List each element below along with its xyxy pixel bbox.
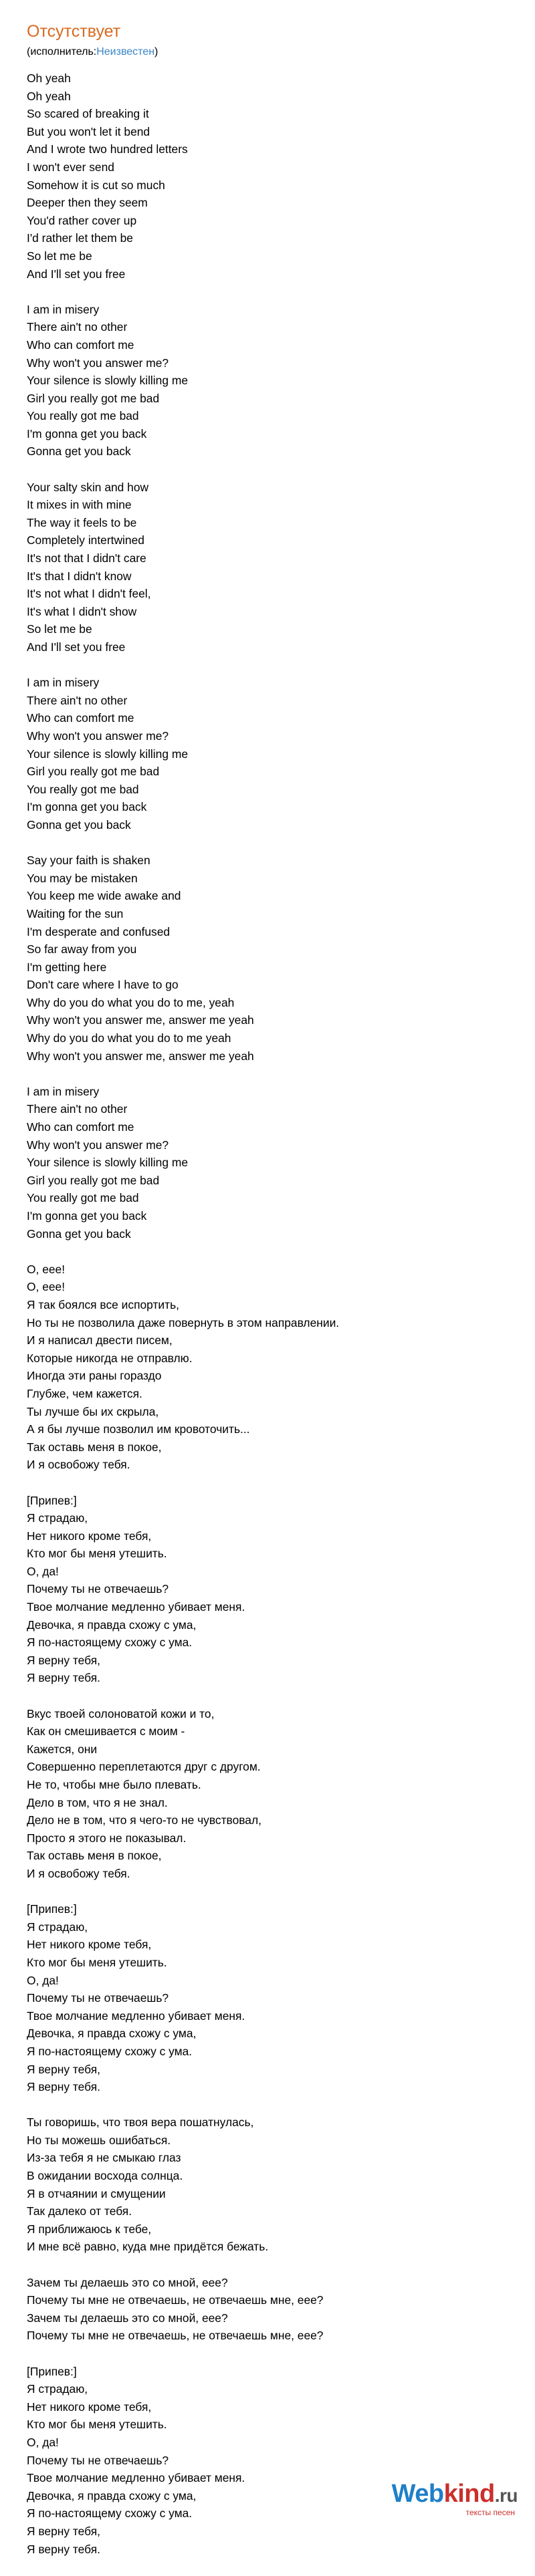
lyric-line: Я верну тебя, (27, 2062, 100, 2076)
artist-line (27, 45, 508, 59)
lyric-line: Why do you do what you do to me yeah (27, 1031, 231, 1045)
lyric-line: Дело не в том, что я чего-то не чувствовал, (27, 1813, 261, 1827)
lyric-line: Так оставь меня в покое, (27, 1849, 162, 1863)
lyric-line: There ain't no other (27, 1102, 128, 1116)
lyric-line: О, да! (27, 1564, 59, 1578)
lyric-line: Твое молчание медленно убивает меня. (27, 2009, 245, 2023)
lyric-line: О, еее! (27, 1280, 66, 1294)
lyric-line: It's that I didn't know (27, 569, 132, 583)
lyric-line: Твое молчание медленно убивает меня. (27, 2471, 245, 2485)
lyric-line: Why do you do what you do to me, yeah (27, 995, 235, 1009)
lyric-line: Из-за тебя я не смыкаю глаз (27, 2151, 181, 2165)
lyric-line: Зачем ты делаешь это со мной, еее? (27, 2311, 228, 2325)
lyric-line: Кто мог бы меня утешить. (27, 1955, 167, 1969)
lyric-line: [Припев:] (27, 2364, 77, 2378)
lyric-line: Completely intertwined (27, 533, 144, 547)
lyric-line: Кажется, они (27, 1742, 98, 1756)
lyric-line: Я приближаюсь к тебе, (27, 2222, 152, 2236)
logo-subtitle: тексты песен (465, 2508, 515, 2517)
lyric-line: And I'll set you free (27, 267, 126, 281)
lyric-line: I'm desperate and confused (27, 924, 171, 938)
lyric-line: So scared of breaking it (27, 107, 149, 121)
lyrics-stanza (27, 1261, 508, 1474)
lyric-line: Gonna get you back (27, 1227, 131, 1241)
lyric-line: Почему ты не отвечаешь? (27, 2453, 169, 2467)
webkind-logo[interactable] (392, 2480, 518, 2517)
lyric-line: Не то, чтобы мне было плевать. (27, 1778, 201, 1791)
logo-wordmark (392, 2480, 518, 2509)
lyric-line: Зачем ты делаешь это со мной, еее? (27, 2275, 228, 2289)
lyric-line: А я бы лучше позволил им кровоточить... (27, 1422, 250, 1436)
lyric-line: Я по-настоящему схожу с ума. (27, 2044, 193, 2058)
lyric-line: Don't care where I have to go (27, 978, 179, 992)
lyric-line: Я верну тебя, (27, 2524, 100, 2538)
lyric-line: I'm gonna get you back (27, 426, 147, 440)
lyric-line: I am in misery (27, 676, 100, 690)
lyric-line: Так оставь меня в покое, (27, 1440, 162, 1454)
lyric-line: Why won't you answer me, answer me yeah (27, 1049, 254, 1063)
lyric-line: Дело в том, что я не знал. (27, 1795, 168, 1809)
lyric-line: Девочка, я правда схожу с ума, (27, 2027, 197, 2041)
lyric-line: You really got me bad (27, 409, 139, 423)
lyric-line: You really got me bad (27, 782, 139, 796)
lyric-line: Как он смешивается с моим - (27, 1724, 185, 1738)
lyric-line: Why won't you answer me, answer me yeah (27, 1013, 254, 1027)
lyric-line: Gonna get you back (27, 444, 131, 459)
lyric-line: Я верну тебя. (27, 2080, 100, 2094)
lyric-line: Иногда эти раны гораздо (27, 1369, 162, 1383)
lyric-line: It's not what I didn't feel, (27, 587, 151, 601)
lyric-line: Я страдаю, (27, 2382, 88, 2396)
lyric-line: Девочка, я правда схожу с ума, (27, 2488, 197, 2502)
lyric-line: Ты говоришь, что твоя вера пошатнулась, (27, 2115, 254, 2130)
lyric-line: Почему ты мне не отвечаешь, не отвечаешь мне, еее? (27, 2293, 324, 2307)
lyric-line: Я верну тебя. (27, 2542, 100, 2556)
lyrics-stanza (27, 2363, 508, 2559)
lyric-line: Почему ты не отвечаешь? (27, 1582, 169, 1596)
lyric-line: Нет никого кроме тебя, (27, 1529, 152, 1543)
lyric-line: You keep me wide awake and (27, 889, 181, 903)
lyric-line: Но ты не позволила даже повернуть в этом направлении. (27, 1315, 340, 1329)
lyrics-stanza (27, 70, 508, 283)
lyric-line: But you won't let it bend (27, 124, 150, 138)
lyrics-stanza (27, 674, 508, 833)
lyric-line: Так далеко от тебя. (27, 2204, 132, 2218)
lyric-line: О, да! (27, 2435, 59, 2449)
lyric-line: Я по-настоящему схожу с ума. (27, 2506, 193, 2521)
lyric-line: Кто мог бы меня утешить. (27, 2418, 167, 2432)
lyric-line: You'd rather cover up (27, 213, 137, 227)
lyric-line: I'd rather let them be (27, 231, 133, 245)
lyric-line: О, да! (27, 1973, 59, 1987)
lyrics-stanza (27, 1705, 508, 1883)
lyric-line: Которые никогда не отправлю. (27, 1351, 193, 1365)
lyric-line: И мне всё равно, куда мне придётся бежать. (27, 2240, 269, 2254)
lyric-line: Waiting for the sun (27, 906, 124, 920)
lyric-line: Я верну тебя. (27, 1671, 100, 1685)
lyric-line: [Припев:] (27, 1902, 77, 1916)
lyric-line: Who can comfort me (27, 711, 134, 725)
lyric-line: Глубже, чем кажется. (27, 1386, 142, 1400)
lyric-line: О, еее! (27, 1262, 66, 1276)
lyrics-stanza (27, 2274, 508, 2345)
lyric-line: Кто мог бы меня утешить. (27, 1547, 167, 1561)
lyric-line: Почему ты не отвечаешь? (27, 1991, 169, 2005)
lyric-line: Why won't you answer me? (27, 729, 169, 743)
logo-web: Web (391, 2480, 444, 2508)
lyric-line: Deeper then they seem (27, 196, 148, 210)
lyrics-stanza (27, 479, 508, 656)
lyric-line: Your silence is slowly killing me (27, 747, 188, 761)
lyric-line: Я по-настоящему схожу с ума. (27, 1636, 193, 1650)
lyric-line: Oh yeah (27, 89, 71, 103)
lyric-line: Why won't you answer me? (27, 1138, 169, 1152)
lyric-line: And I wrote two hundred letters (27, 142, 188, 156)
lyric-line: Your silence is slowly killing me (27, 1156, 188, 1170)
lyric-line: So far away from you (27, 942, 137, 956)
lyric-line: Я так боялся все испортить, (27, 1297, 179, 1311)
lyric-line: I am in misery (27, 302, 100, 316)
logo-kind: kind (443, 2480, 495, 2508)
lyric-line: Я верну тебя, (27, 1653, 100, 1667)
lyric-line: Но ты можешь ошибаться. (27, 2133, 171, 2147)
lyric-line: Совершенно переплетаются друг с другом. (27, 1760, 261, 1774)
lyric-line: Why won't you answer me? (27, 356, 169, 370)
lyric-line: It mixes in with mine (27, 498, 132, 512)
lyric-line: Я страдаю, (27, 1920, 88, 1934)
lyric-line: I'm getting here (27, 960, 107, 974)
lyric-line: И я освобожу тебя. (27, 1866, 130, 1880)
lyric-line: There ain't no other (27, 320, 128, 334)
lyric-line: В ожидании восхода солнца. (27, 2169, 183, 2183)
lyric-line: So let me be (27, 249, 92, 263)
lyric-line: There ain't no other (27, 693, 128, 707)
lyric-line: Who can comfort me (27, 1120, 134, 1134)
lyric-line: I am in misery (27, 1084, 100, 1098)
lyric-line: [Припев:] (27, 1493, 77, 1507)
lyrics-body (27, 70, 508, 2576)
lyrics-stanza (27, 1900, 508, 2096)
lyric-line: Gonna get you back (27, 817, 131, 831)
lyric-line: Просто я этого не показывал. (27, 1831, 187, 1845)
lyric-line: You may be mistaken (27, 871, 138, 885)
lyric-line: I'm gonna get you back (27, 1209, 147, 1222)
artist-suffix: ) (154, 46, 158, 57)
logo-tld: .ru (494, 2485, 518, 2506)
lyric-line: The way it feels to be (27, 515, 137, 529)
lyric-line: И я написал двести писем, (27, 1333, 173, 1347)
lyric-line: Ты лучше бы их скрыла, (27, 1404, 159, 1418)
lyric-line: You really got me bad (27, 1191, 139, 1205)
lyrics-stanza (27, 1492, 508, 1688)
lyrics-stanza (27, 1083, 508, 1243)
lyric-line: Girl you really got me bad (27, 1173, 160, 1187)
song-title: Отсутствует (27, 22, 121, 41)
lyric-line: Нет никого кроме тебя, (27, 1938, 152, 1952)
lyric-line: Oh yeah (27, 72, 71, 85)
lyrics-stanza (27, 301, 508, 461)
lyric-line: Your silence is slowly killing me (27, 374, 188, 388)
artist-link[interactable]: Неизвестен (96, 46, 155, 57)
lyric-line: Девочка, я правда схожу с ума, (27, 1618, 197, 1632)
lyric-line: It's what I didn't show (27, 604, 137, 618)
lyric-line: Твое молчание медленно убивает меня. (27, 1600, 245, 1614)
lyric-line: Girl you really got me bad (27, 391, 160, 405)
lyric-line: It's not that I didn't care (27, 551, 146, 565)
lyrics-stanza (27, 852, 508, 1065)
lyric-line: I'm gonna get you back (27, 800, 147, 814)
lyric-line: Нет никого кроме тебя, (27, 2400, 152, 2414)
lyric-line: Я страдаю, (27, 1511, 88, 1525)
lyric-line: I won't ever send (27, 160, 114, 174)
lyric-line: И я освобожу тебя. (27, 1458, 130, 1472)
lyric-line: Girl you really got me bad (27, 765, 160, 779)
artist-prefix: (исполнитель: (27, 46, 97, 57)
lyric-line: Say your faith is shaken (27, 854, 150, 868)
lyric-line: Я в отчаянии и смущении (27, 2186, 166, 2200)
lyric-line: Вкус твоей солоноватой кожи и то, (27, 1706, 215, 1720)
lyric-line: Почему ты мне не отвечаешь, не отвечаешь мне, еее? (27, 2329, 324, 2343)
lyrics-stanza (27, 2113, 508, 2256)
lyric-line: And I'll set you free (27, 640, 126, 654)
lyric-line: Your salty skin and how (27, 480, 149, 494)
song-header (27, 21, 508, 59)
lyric-line: So let me be (27, 622, 92, 636)
lyric-line: Who can comfort me (27, 338, 134, 352)
lyric-line: Somehow it is cut so much (27, 178, 165, 192)
